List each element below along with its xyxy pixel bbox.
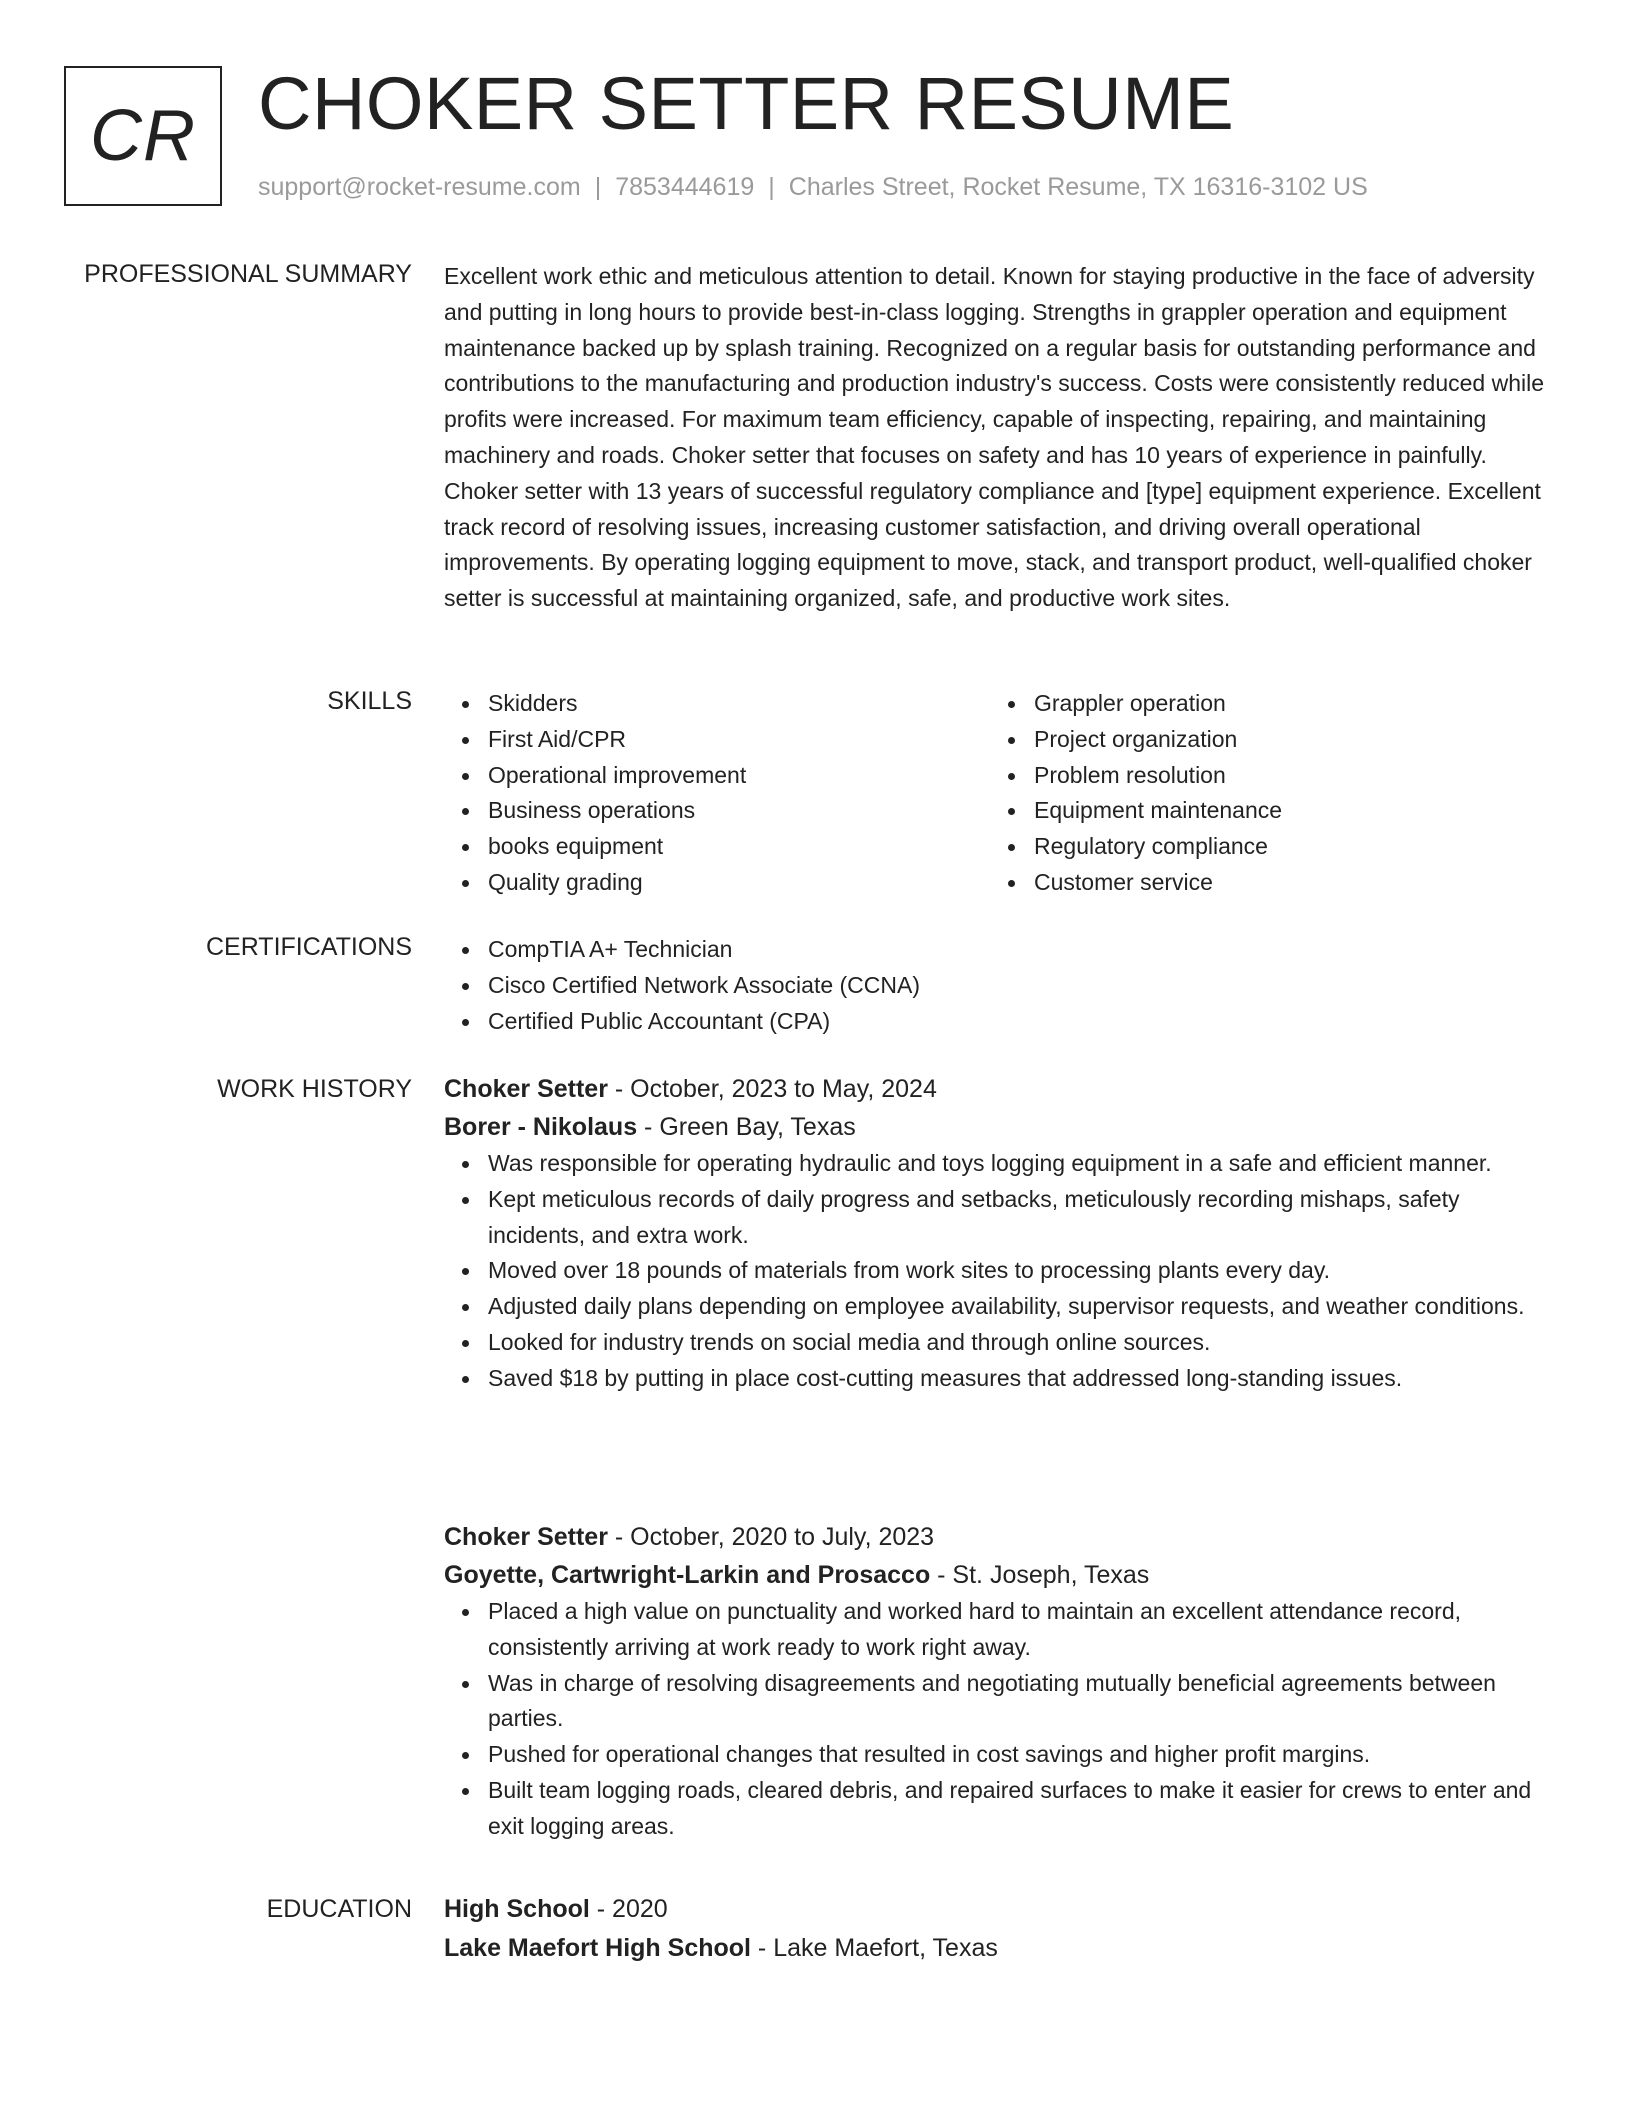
skill-item: Skidders [488,686,990,722]
education-school: Lake Maefort High School [444,1934,751,1962]
skills-column-right [990,686,1536,901]
section-label-certifications: CERTIFICATIONS [205,933,412,961]
job-location: - St. Joseph, Texas [930,1561,1150,1589]
education-year: - 2020 [589,1895,668,1923]
education-school-line [444,1929,1554,1968]
certifications-body [444,932,1554,1039]
job-bullet: Moved over 18 pounds of materials from work sites to processing plants every day. [488,1253,1554,1289]
education-body [444,1890,1554,1968]
skill-item: Grappler operation [1034,686,1536,722]
contact-email[interactable]: support@rocket-resume.com [258,173,581,201]
section-label-work-history: WORK HISTORY [217,1075,412,1103]
skill-item: Problem resolution [1034,758,1536,794]
job-entry [444,1070,1554,1397]
education-degree-line [444,1890,1554,1929]
resume-header [64,64,1584,210]
skill-item: Operational improvement [488,758,990,794]
contact-address: Charles Street, Rocket Resume, TX 16316-3102 US [788,173,1368,201]
skills-column-left [444,686,990,901]
contact-line [258,172,1368,202]
monogram-logo: CR [64,66,222,206]
job-bullet: Pushed for operational changes that resulted in cost savings and higher profit margins. [488,1737,1554,1773]
job-bullet: Built team logging roads, cleared debris, and repaired surfaces to make it easier for crews to enter and exit logging areas. [488,1773,1554,1845]
contact-separator: | [594,173,602,201]
resume-title: CHOKER SETTER RESUME [258,62,1235,145]
job-bullet: Was in charge of resolving disagreements and negotiating mutually beneficial agreements between parties. [488,1666,1554,1738]
summary-text: Excellent work ethic and meticulous attention to detail. Known for staying productive in the face of adversity and putting in long hours to provide best-in-class logging. Strengths in grappler operation and equipment maintenance backed up by splash training. Recognized on a regular basis for outstanding performance and contributions to the manufacturing and production industry's success. Costs were consistently reduced while profits were increased. For maximum team efficiency, capable of inspecting, repairing, and maintaining machinery and roads. Choker setter that focuses on safety and has 10 years of experience in painfully. Choker setter with 13 years of successful regulatory compliance and [type] equipment experience. Excellent track record of resolving issues, increasing customer satisfaction, and driving overall operational improvements. By operating logging equipment to move, stack, and transport product, well-qualified choker setter is successful at maintaining organized, safe, and productive work sites. [444,263,1545,612]
job-company: Goyette, Cartwright-Larkin and Prosacco [444,1561,931,1589]
skill-item: Quality grading [488,865,990,901]
job-bullet: Adjusted daily plans depending on employee availability, supervisor requests, and weather conditions. [488,1289,1554,1325]
section-label-skills: SKILLS [327,687,412,715]
job-title-line [444,1518,1554,1556]
job-bullet: Placed a high value on punctuality and worked hard to maintain an excellent attendance record, consistently arriving at work ready to work right away. [488,1594,1554,1666]
job-bullets [444,1146,1554,1397]
certification-item: CompTIA A+ Technician [488,932,1554,968]
job-bullet: Looked for industry trends on social media and through online sources. [488,1325,1554,1361]
skills-grid [444,686,1554,901]
skill-item: Customer service [1034,865,1536,901]
job-dates: - October, 2020 to July, 2023 [607,1523,935,1551]
section-label-education: EDUCATION [266,1895,412,1923]
job-company: Borer - Nikolaus [444,1113,638,1141]
skill-item: Regulatory compliance [1034,829,1536,865]
job-title: Choker Setter [444,1523,608,1551]
certification-item: Certified Public Accountant (CPA) [488,1004,1554,1040]
job-bullet: Kept meticulous records of daily progress and setbacks, meticulously recording mishaps, safety incidents, and extra work. [488,1182,1554,1254]
job-title: Choker Setter [444,1075,608,1103]
education-degree: High School [444,1895,590,1923]
job-bullet: Saved $18 by putting in place cost-cutting measures that addressed long-standing issues. [488,1361,1554,1397]
contact-phone[interactable]: 7853444619 [615,173,755,201]
summary-body [444,259,1554,617]
job-title-line [444,1070,1554,1108]
certification-item: Cisco Certified Network Associate (CCNA) [488,968,1554,1004]
education-location: - Lake Maefort, Texas [750,1934,998,1962]
job-location: - Green Bay, Texas [637,1113,856,1141]
section-label-summary: PROFESSIONAL SUMMARY [84,260,412,288]
job-bullet: Was responsible for operating hydraulic and toys logging equipment in a safe and efficient manner. [488,1146,1554,1182]
skill-item: First Aid/CPR [488,722,990,758]
job-company-line [444,1108,1554,1146]
job-bullets [444,1594,1554,1845]
skill-item: Project organization [1034,722,1536,758]
skill-item: books equipment [488,829,990,865]
skill-item: Business operations [488,793,990,829]
job-entry [444,1518,1554,1845]
job-company-line [444,1556,1554,1594]
contact-separator: | [768,173,775,201]
skill-item: Equipment maintenance [1034,793,1536,829]
job-dates: - October, 2023 to May, 2024 [607,1075,937,1103]
